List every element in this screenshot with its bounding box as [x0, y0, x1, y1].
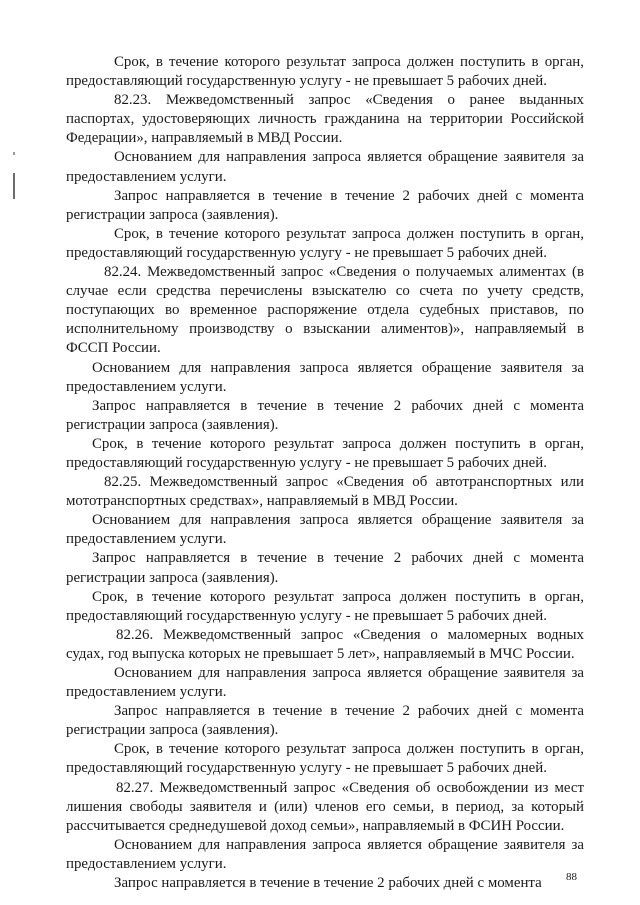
- paragraph: Основанием для направления запроса является обращение заявителя за предоставлением услуги.: [66, 665, 584, 701]
- paragraph: Запрос направляется в течение в течение 2 рабочих дней с момента регистрации запроса (заявления).: [66, 703, 584, 739]
- paragraph: Срок, в течение которого результат запроса должен поступить в орган, предоставляющий государственную услугу - не превышает 5 рабочих дней.: [66, 54, 584, 90]
- paragraph-section-heading: 82.25. Межведомственный запрос «Сведения об автотранспортных или мототранспортных средствах», направляемый в МВД России.: [66, 474, 584, 510]
- paragraph: Срок, в течение которого результат запроса должен поступить в орган, предоставляющий государственную услугу - не превышает 5 рабочих дней.: [66, 588, 584, 624]
- paragraph: Запрос направляется в течение в течение 2 рабочих дней с момента регистрации запроса (заявления).: [66, 397, 584, 433]
- paragraph: Срок, в течение которого результат запроса должен поступить в орган, предоставляющий государственную услугу - не превышает 5 рабочих дней.: [66, 225, 584, 261]
- paragraph: Запрос направляется в течение в течение 2 рабочих дней с момента регистрации запроса (заявления).: [66, 187, 584, 223]
- paragraph-section-heading: 82.26. Межведомственный запрос «Сведения о маломерных водных судах, год выпуска которых не превышает 5 лет», направляемый в МЧС России.: [66, 626, 584, 662]
- document-body: [66, 53, 584, 893]
- paragraph: Основанием для направления запроса является обращение заявителя за предоставлением услуги.: [66, 149, 584, 185]
- paragraph: Основанием для направления запроса является обращение заявителя за предоставлением услуги.: [66, 836, 584, 872]
- page-number: 88: [566, 871, 577, 883]
- paragraph: Основанием для направления запроса является обращение заявителя за предоставлением услуги.: [66, 512, 584, 548]
- paragraph: Запрос направляется в течение в течение 2 рабочих дней с момента регистрации запроса (заявления).: [66, 550, 584, 586]
- paragraph: Основанием для направления запроса является обращение заявителя за предоставлением услуги.: [66, 359, 584, 395]
- scan-margin-mark: [13, 173, 15, 199]
- paragraph: Срок, в течение которого результат запроса должен поступить в орган, предоставляющий государственную услугу - не превышает 5 рабочих дней.: [66, 435, 584, 471]
- paragraph: Запрос направляется в течение в течение 2 рабочих дней с момента: [114, 875, 542, 892]
- paragraph-section-heading: 82.24. Межведомственный запрос «Сведения о получаемых алиментах (в случае если средства перечислены взыскателю со счета по учету средств, поступающих во временное распоряжение отдела судебных приставов, по исполнительному производству о взыскании алиментов)», направляемый в ФССП России.: [66, 264, 584, 357]
- scan-margin-mark: [13, 152, 15, 155]
- paragraph-section-heading: 82.27. Межведомственный запрос «Сведения об освобождении из мест лишения свободы заявителя и (или) членов его семьи, в период, за который рассчитывается среднедушевой доход семьи», направляемый в ФСИН России.: [66, 779, 584, 834]
- paragraph-section-heading: 82.23. Межведомственный запрос «Сведения о ранее выданных паспортах, удостоверяющих личность гражданина на территории Российской Федерации», направляемый в МВД России.: [66, 92, 584, 147]
- paragraph: Срок, в течение которого результат запроса должен поступить в орган, предоставляющий государственную услугу - не превышает 5 рабочих дней.: [66, 741, 584, 777]
